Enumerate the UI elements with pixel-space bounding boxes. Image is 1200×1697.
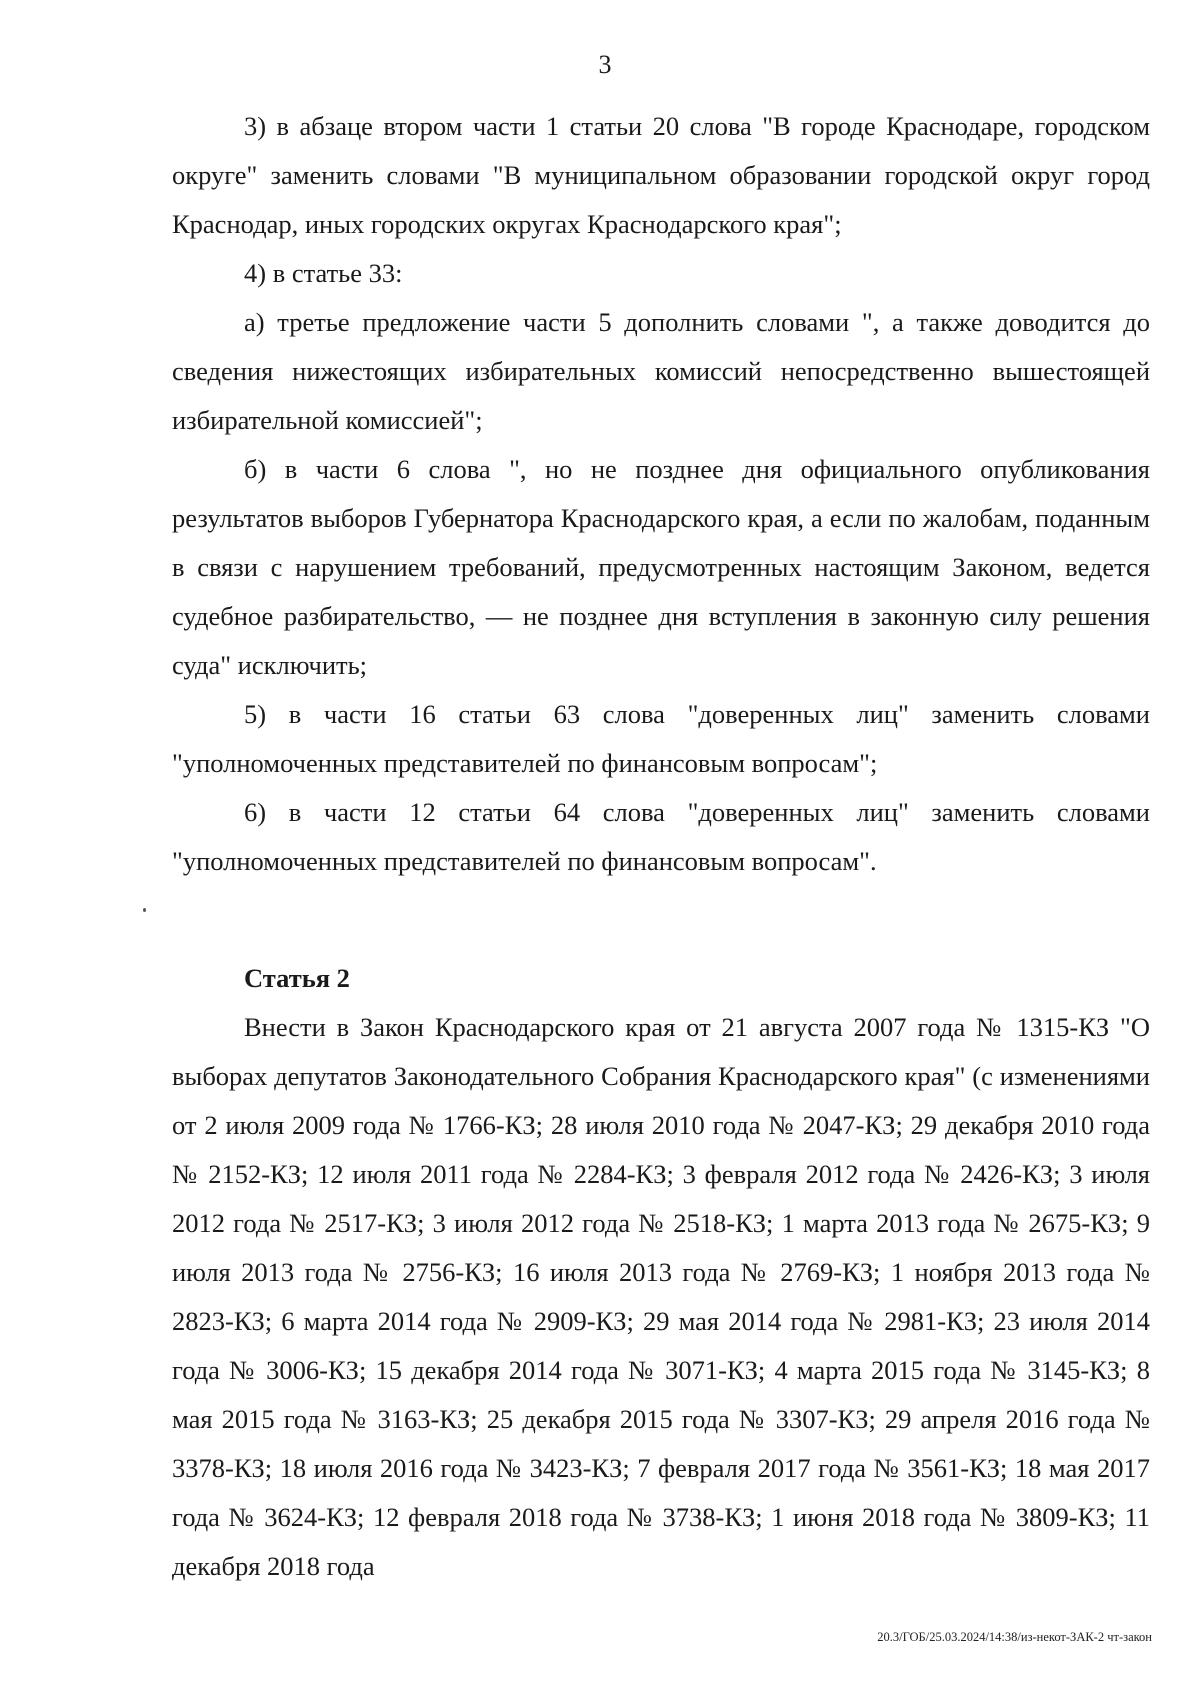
- article-paragraph: Внести в Закон Краснодарского края от 21 августа 2007 года № 1315-КЗ "О выборах депутатов Законодательного Собрания Краснодарского края" (с изменениями от 2 июля 2009 года № 1766-КЗ; 28 июля 2010 года № 2047-КЗ; 29 декабря 2010 года № 2152-КЗ; 12 июля 2011 года № 2284-КЗ; 3 февраля 2012 года № 2426-КЗ; 3 июля 2012 года № 2517-КЗ; 3 июля 2012 года № 2518-КЗ; 1 марта 2013 года № 2675-КЗ; 9 июля 2013 года № 2756-КЗ; 16 июля 2013 года № 2769-КЗ; 1 ноября 2013 года № 2823-КЗ; 6 марта 2014 года № 2909-КЗ; 29 мая 2014 года № 2981-КЗ; 23 июля 2014 года № 3006-КЗ; 15 декабря 2014 года № 3071-КЗ; 4 марта 2015 года № 3145-КЗ; 8 мая 2015 года № 3163-КЗ; 25 декабря 2015 года № 3307-КЗ; 29 апреля 2016 года № 3378-КЗ; 18 июля 2016 года № 3423-КЗ; 7 февраля 2017 года № 3561-КЗ; 18 мая 2017 года № 3624-КЗ; 12 февраля 2018 года № 3738-КЗ; 1 июня 2018 года № 3809-КЗ; 11 декабря 2018 года: [172, 1012, 1150, 1581]
- scan-dot-mark: [143, 908, 146, 912]
- amendment-item-5: 5) в части 16 статьи 63 слова "доверенных лиц" заменить словами "уполномоченных представителей по финансовым вопросам";: [172, 699, 1150, 778]
- amendment-item-4: 4) в статье 33:: [244, 258, 403, 288]
- amendment-item-4b: б) в части 6 слова ", но не позднее дня официального опубликования результатов выборов Губернатора Краснодарского края, а если по жалобам, поданным в связи с нарушением требований, предусмотренных настоящим Законом, ведется судебное разбирательство, — не позднее дня вступления в законную силу решения суда" исключить;: [172, 454, 1150, 680]
- page-number: 3: [598, 50, 612, 79]
- amendment-item-4a: а) третье предложение части 5 дополнить словами ", а также доводится до сведения нижестоящих избирательных комиссий непосредственно вышестоящей избирательной комиссией";: [172, 307, 1150, 435]
- document-footer-code: 20.3/ГОБ/25.03.2024/14:38/из-некот-ЗАК-2 чт-закон: [877, 1630, 1152, 1644]
- amendment-item-6: 6) в части 12 статьи 64 слова "доверенных лиц" заменить словами "уполномоченных представителей по финансовым вопросам".: [172, 797, 1150, 876]
- document-body: [172, 102, 1150, 1591]
- article-heading: Статья 2: [244, 963, 350, 993]
- amendment-item-3: 3) в абзаце втором части 1 статьи 20 слова "В городе Краснодаре, городском округе" заменить словами "В муниципальном образовании городской округ город Краснодар, иных городских округах Краснодарского края";: [172, 111, 1150, 239]
